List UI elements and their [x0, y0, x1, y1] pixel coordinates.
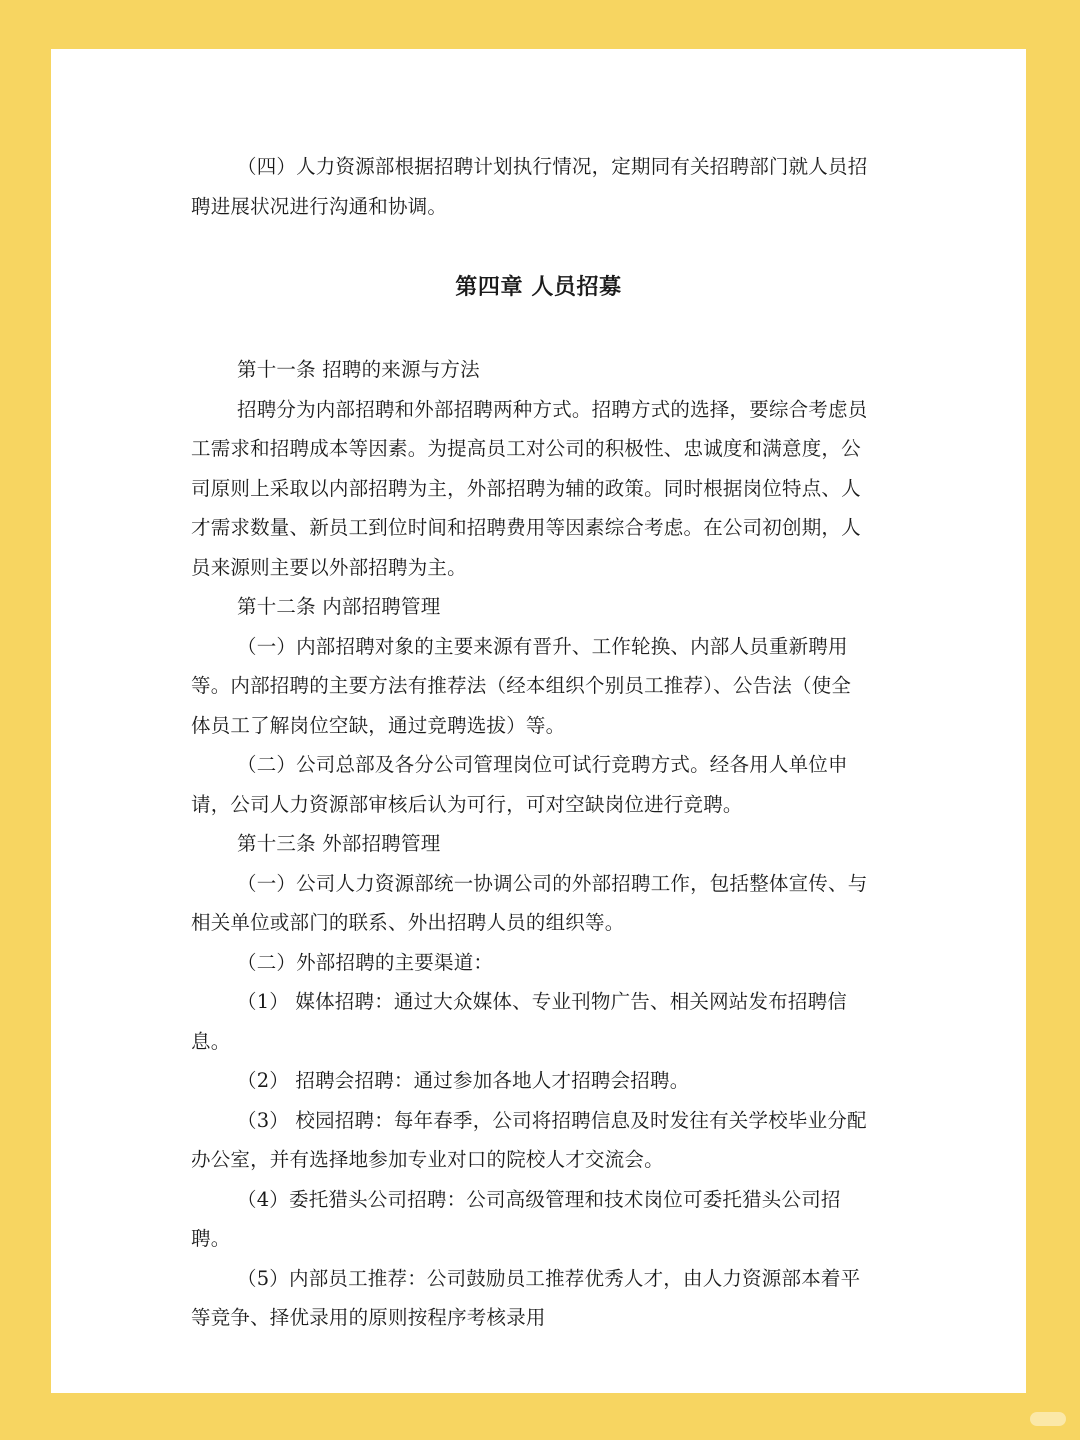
article-12-item2-line-2: 请，公司人力资源部审核后认为可行，可对空缺岗位进行竞聘。	[191, 793, 743, 816]
article-11-line-1: 招聘分为内部招聘和外部招聘两种方式。招聘方式的选择，要综合考虑员	[237, 398, 868, 421]
article-12-item2-line-1: （二）公司总部及各分公司管理岗位可试行竞聘方式。经各用人单位申	[237, 753, 848, 776]
article-13-item2-title: （二）外部招聘的主要渠道：	[237, 951, 494, 974]
channel-1-line-2: 息。	[191, 1030, 231, 1053]
article-11-title: 第十一条 招聘的来源与方法	[237, 358, 480, 381]
channel-4-line-1: （4）委托猎头公司招聘：公司高级管理和技术岗位可委托猎头公司招	[237, 1188, 841, 1211]
article-12-title: 第十二条 内部招聘管理	[237, 595, 441, 618]
channel-1-line-1: （1） 媒体招聘：通过大众媒体、专业刊物广告、相关网站发布招聘信	[237, 990, 848, 1013]
article-11-line-2: 工需求和招聘成本等因素。为提高员工对公司的积极性、忠诚度和满意度，公	[191, 437, 861, 460]
channel-4-line-2: 聘。	[191, 1227, 231, 1250]
article-11-line-5: 员来源则主要以外部招聘为主。	[191, 556, 467, 579]
channel-3-line-1: （3） 校园招聘：每年春季，公司将招聘信息及时发往有关学校毕业分配	[237, 1109, 867, 1132]
article-12-item1-line-3: 体员工了解岗位空缺，通过竞聘选拔）等。	[191, 714, 566, 737]
article-13-item1-line-2: 相关单位或部门的联系、外出招聘人员的组织等。	[191, 911, 625, 934]
paragraph-4-line-2: 聘进展状况进行沟通和协调。	[191, 195, 448, 218]
article-12-item1-line-2: 等。内部招聘的主要方法有推荐法（经本组织个别员工推荐）、公告法（使全	[191, 674, 852, 697]
article-13-title: 第十三条 外部招聘管理	[237, 832, 441, 855]
channel-5-line-1: （5）内部员工推荐：公司鼓励员工推荐优秀人才，由人力资源部本着平	[237, 1267, 861, 1290]
channel-3-line-2: 办公室，并有选择地参加专业对口的院校人才交流会。	[191, 1148, 664, 1171]
chapter-title: 第四章 人员招募	[455, 274, 622, 300]
watermark-badge	[1030, 1412, 1066, 1426]
paragraph-4-line-1: （四）人力资源部根据招聘计划执行情况，定期同有关招聘部门就人员招	[237, 155, 868, 178]
article-13-item1-line-1: （一）公司人力资源部统一协调公司的外部招聘工作，包括整体宣传、与	[237, 872, 868, 895]
article-12-item1-line-1: （一）内部招聘对象的主要来源有晋升、工作轮换、内部人员重新聘用	[237, 635, 848, 658]
article-11-line-3: 司原则上采取以内部招聘为主，外部招聘为辅的政策。同时根据岗位特点、人	[191, 477, 861, 500]
channel-5-line-2: 等竞争、择优录用的原则按程序考核录用	[191, 1306, 546, 1329]
channel-2-line-1: （2） 招聘会招聘：通过参加各地人才招聘会招聘。	[237, 1069, 690, 1092]
article-11-line-4: 才需求数量、新员工到位时间和招聘费用等因素综合考虑。在公司初创期，人	[191, 516, 861, 539]
document-page	[51, 49, 1026, 1393]
